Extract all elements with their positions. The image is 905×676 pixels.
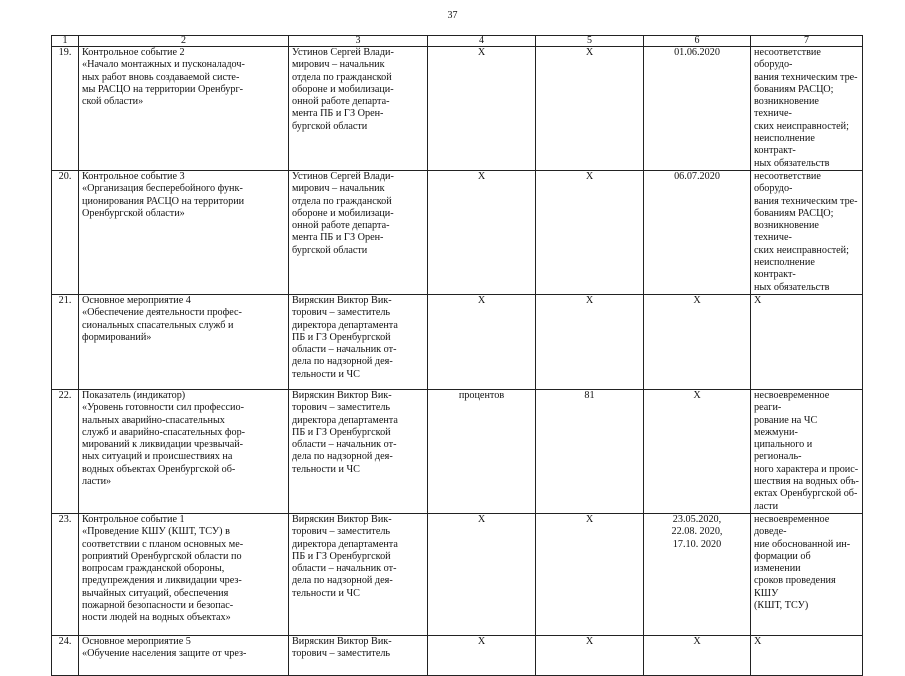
responsible-cell: Виряскин Виктор Вик- торович – заместитель директора департамента ПБ и ГЗ Оренбургской области – начальник от- дела по надзорной дея- тельности и ЧС	[289, 294, 428, 389]
table-row	[52, 389, 863, 513]
risk-cell: несоответствие оборудо- вания техническим тре- бованиям РАСЦО; возникновение техниче- ских неисправностей; неисполнение контракт- ных обязательств	[751, 170, 863, 294]
responsible-cell: Виряскин Виктор Вик- торович – заместитель директора департамента ПБ и ГЗ Оренбургской области – начальник от- дела по надзорной дея- тельности и ЧС	[289, 389, 428, 513]
row-number: 23.	[52, 513, 79, 635]
row-number: 24.	[52, 635, 79, 675]
date-cell: Х	[644, 389, 751, 513]
column-header: 6	[644, 36, 751, 47]
row-number: 19.	[52, 47, 79, 171]
value-cell: Х	[536, 47, 644, 171]
event-cell: Основное мероприятие 4 «Обеспечение деятельности профес- сиональных спасательных служб и формирований»	[79, 294, 289, 389]
event-cell: Контрольное событие 1 «Проведение КШУ (КШТ, ТСУ) в соответствии с планом основных ме- роприятий Оренбургской области по вопросам гражданской обороны, предупреждения и ликвидации чрез- вычайных ситуаций, обеспечения пожарной безопасности и безопас- ности людей на водных объектах»	[79, 513, 289, 635]
unit-cell: Х	[428, 170, 536, 294]
risk-cell: Х	[751, 294, 863, 389]
row-number: 20.	[52, 170, 79, 294]
value-cell: Х	[536, 294, 644, 389]
value-cell: Х	[536, 170, 644, 294]
risk-cell: Х	[751, 635, 863, 675]
row-number: 21.	[52, 294, 79, 389]
row-number: 22.	[52, 389, 79, 513]
table-row	[52, 47, 863, 171]
table-row	[52, 513, 863, 635]
date-cell: 06.07.2020	[644, 170, 751, 294]
column-header: 5	[536, 36, 644, 47]
risk-cell: несвоевременное реаги- рование на ЧС межмуни- ципального и региональ- ного характера и проис- шествия на водных объ- ектах Оренбургской об- ласти	[751, 389, 863, 513]
value-cell: Х	[536, 513, 644, 635]
responsible-cell: Устинов Сергей Влади- мирович – начальник отдела по гражданской обороне и мобилизаци- онной работе департа- мента ПБ и ГЗ Орен- бургской области	[289, 47, 428, 171]
column-header: 3	[289, 36, 428, 47]
page-number: 37	[447, 10, 458, 21]
responsible-cell: Виряскин Виктор Вик- торович – заместитель	[289, 635, 428, 675]
event-cell: Контрольное событие 2 «Начало монтажных и пусконаладоч- ных работ вновь создаваемой систе- мы РАСЦО на территории Оренбург- ской области»	[79, 47, 289, 171]
event-cell: Основное мероприятие 5 «Обучение населения защите от чрез-	[79, 635, 289, 675]
table-row	[52, 170, 863, 294]
risk-cell: несвоевременное доведе- ние обоснованной ин- формации об изменении сроков проведения КШУ (КШТ, ТСУ)	[751, 513, 863, 635]
unit-cell: процентов	[428, 389, 536, 513]
date-cell: 23.05.2020, 22.08. 2020, 17.10. 2020	[644, 513, 751, 635]
date-cell: Х	[644, 635, 751, 675]
column-number-row	[52, 36, 863, 47]
unit-cell: Х	[428, 635, 536, 675]
date-cell: Х	[644, 294, 751, 389]
risk-cell: несоответствие оборудо- вания техническим тре- бованиям РАСЦО; возникновение техниче- ских неисправностей; неисполнение контракт- ных обязательств	[751, 47, 863, 171]
column-header: 1	[52, 36, 79, 47]
event-cell: Контрольное событие 3 «Организация бесперебойного функ- ционирования РАСЦО на территории Оренбургской области»	[79, 170, 289, 294]
table-row	[52, 635, 863, 675]
unit-cell: Х	[428, 294, 536, 389]
column-header: 4	[428, 36, 536, 47]
unit-cell: Х	[428, 513, 536, 635]
value-cell: 81	[536, 389, 644, 513]
measures-table	[51, 35, 863, 676]
column-header: 2	[79, 36, 289, 47]
responsible-cell: Устинов Сергей Влади- мирович – начальник отдела по гражданской обороне и мобилизаци- онной работе департа- мента ПБ и ГЗ Орен- бургской области	[289, 170, 428, 294]
column-header: 7	[751, 36, 863, 47]
event-cell: Показатель (индикатор) «Уровень готовности сил профессио- нальных аварийно-спасательных служб и аварийно-спасательных фор- мирований к ликвидации чрезвычай- ных ситуаций и происшествиях на водных объектах Оренбургской об- ласти»	[79, 389, 289, 513]
responsible-cell: Виряскин Виктор Вик- торович – заместитель директора департамента ПБ и ГЗ Оренбургской области – начальник от- дела по надзорной дея- тельности и ЧС	[289, 513, 428, 635]
date-cell: 01.06.2020	[644, 47, 751, 171]
value-cell: Х	[536, 635, 644, 675]
table-row	[52, 294, 863, 389]
unit-cell: Х	[428, 47, 536, 171]
